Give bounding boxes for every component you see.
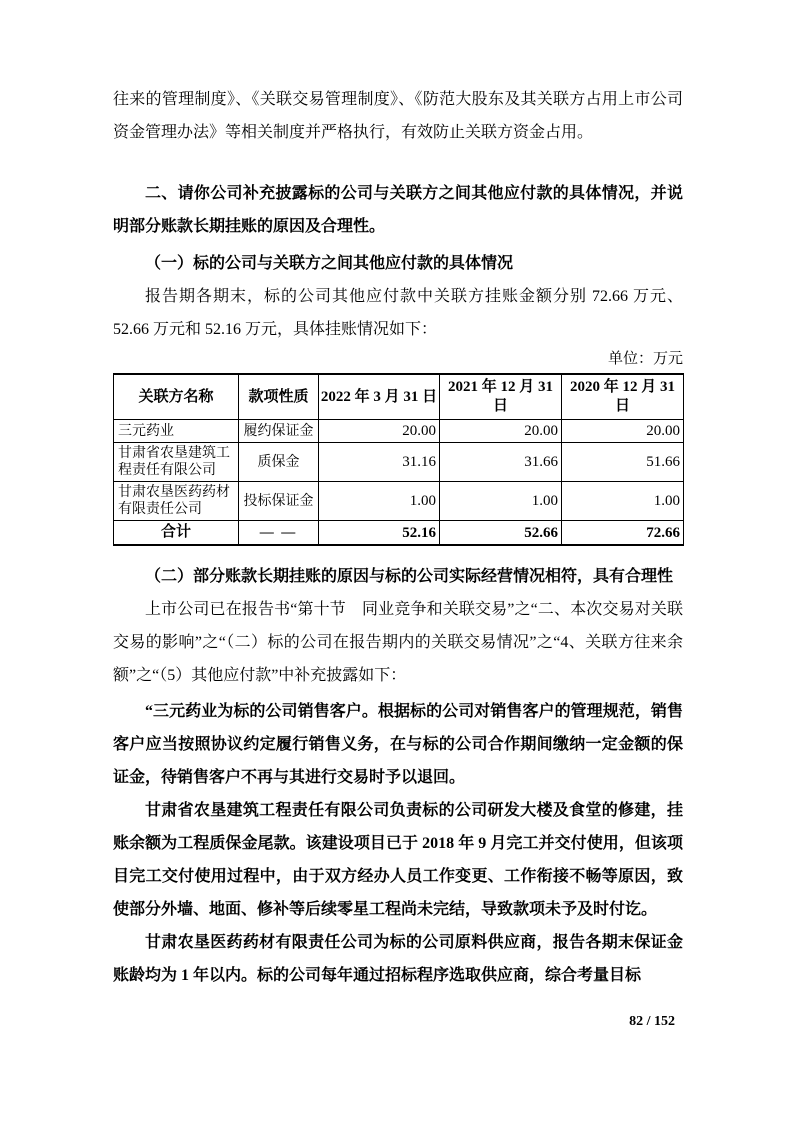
cell-amount-2022: 31.16 xyxy=(319,443,440,482)
cell-nature: 质保金 xyxy=(239,443,319,482)
table-row-total xyxy=(114,521,684,546)
col-header-related-party: 关联方名称 xyxy=(114,374,239,420)
heading-section-2-2: （二）部分账款长期挂账的原因与标的公司实际经营情况相符，具有合理性 xyxy=(145,568,674,585)
para-report-period: 报告期各期末，标的公司其他应付款中关联方挂账金额分别 72.66 万元、52.66 万元和 52.16 万元，具体挂账情况如下： xyxy=(113,288,683,338)
cell-amount-2021: 20.00 xyxy=(440,420,562,443)
heading-section-2-1: （一）标的公司与关联方之间其他应付款的具体情况 xyxy=(145,255,514,272)
cell-party-name: 甘肃农垦医药药材有限责任公司 xyxy=(114,482,239,521)
table-header-row xyxy=(114,374,684,420)
heading-question-2: 二、请你公司补充披露标的公司与关联方之间其他应付款的具体情况，并说明部分账款长期挂账的原因及合理性。 xyxy=(113,185,683,235)
table-row-sanyuan xyxy=(114,420,684,443)
para-quote-sanyuan: “三元药业为标的公司销售客户。根据标的公司对销售客户的管理规范，销售客户应当按照协议约定履行销售义务，在与标的公司合作期间缴纳一定金额的保证金，待销售客户不再与其进行交易时予以退回。 xyxy=(113,703,683,786)
unit-note: 单位：万元 xyxy=(607,351,683,367)
cell-amount-2021: 31.66 xyxy=(440,443,562,482)
cell-amount-2020: 20.00 xyxy=(562,420,684,443)
para-quote-yiyao: 甘肃农垦医药药材有限责任公司为标的公司原料供应商，报告各期末保证金账龄均为 1 年以内。标的公司每年通过招标程序选取供应商，综合考量目标 xyxy=(113,934,683,984)
cell-amount-2021: 1.00 xyxy=(440,482,562,521)
col-header-2021: 2021 年 12 月 31 日 xyxy=(440,374,562,420)
page-number: 82 / 152 xyxy=(629,1014,675,1029)
col-header-nature: 款项性质 xyxy=(239,374,319,420)
cell-total-2021: 52.66 xyxy=(440,521,562,546)
cell-amount-2020: 1.00 xyxy=(562,482,684,521)
cell-amount-2022: 20.00 xyxy=(319,420,440,443)
cell-nature: 投标保证金 xyxy=(239,482,319,521)
table-row-jianzhu xyxy=(114,443,684,482)
cell-party-name: 甘肃省农垦建筑工程责任有限公司 xyxy=(114,443,239,482)
cell-total-2020: 72.66 xyxy=(562,521,684,546)
col-header-2022: 2022 年 3 月 31 日 xyxy=(319,374,440,420)
para-continuation: 往来的管理制度》、《关联交易管理制度》、《防范大股东及其关联方占用上市公司资金管理办法》等相关制度并严格执行，有效防止关联方资金占用。 xyxy=(113,91,683,141)
table-row-yiyao xyxy=(114,482,684,521)
cell-party-name: 三元药业 xyxy=(114,420,239,443)
para-quote-jianzhu: 甘肃省农垦建筑工程责任有限公司负责标的公司研发大楼及食堂的修建，挂账余额为工程质保金尾款。该建设项目已于 2018 年 9 月完工并交付使用，但该项目完工交付使用过程中，由于双方经办人员工作变更、工作衔接不畅等原因，致使部分外墙、地面、修补等后续零星工程尚未完结，导致款项未予及时付讫。 xyxy=(113,802,683,918)
cell-amount-2020: 51.66 xyxy=(562,443,684,482)
cell-total-label: 合计 xyxy=(114,521,239,546)
related-party-payables-table xyxy=(113,373,684,546)
col-header-2020: 2020 年 12 月 31 日 xyxy=(562,374,684,420)
para-disclosure-ref: 上市公司已在报告书“第十节 同业竞争和关联交易”之“二、本次交易对关联交易的影响”之“（二）标的公司在报告期内的关联交易情况”之“4、关联方往来余额”之“（5）其他应付款”中补充披露如下： xyxy=(113,601,683,684)
cell-total-2022: 52.16 xyxy=(319,521,440,546)
cell-total-nature: — — xyxy=(239,521,319,546)
cell-nature: 履约保证金 xyxy=(239,420,319,443)
cell-amount-2022: 1.00 xyxy=(319,482,440,521)
